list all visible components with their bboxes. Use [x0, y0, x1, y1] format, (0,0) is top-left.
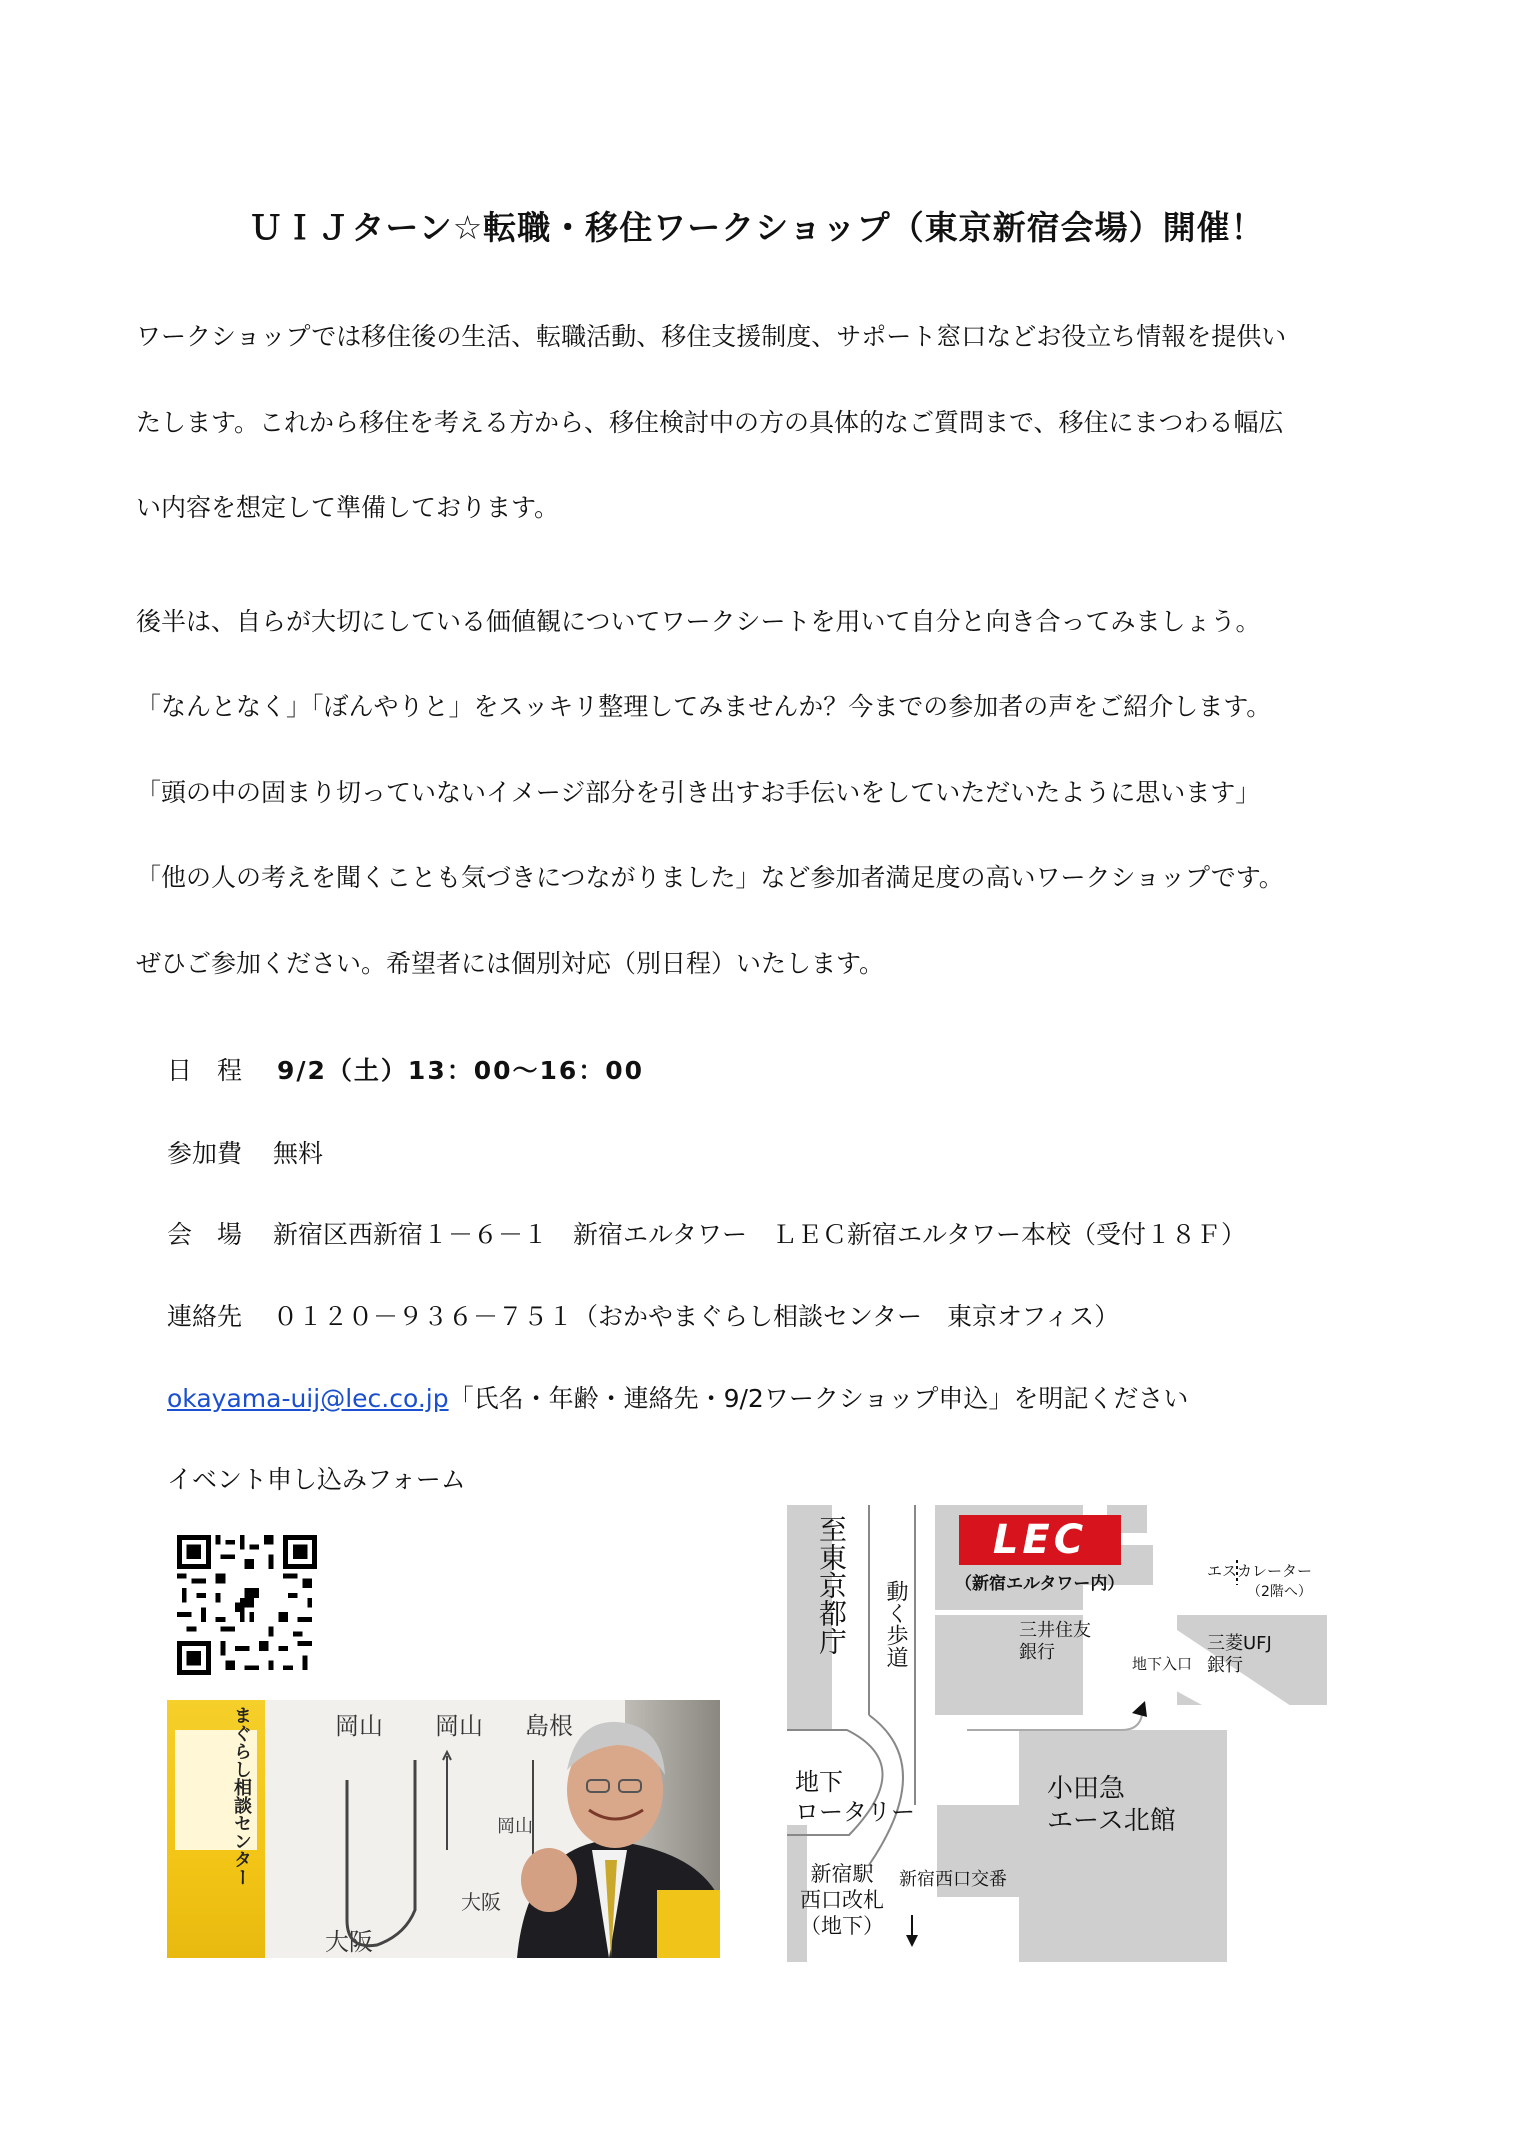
body-line-2: 「なんとなく」「ぼんやりと」をスッキリ整理してみませんか？今までの参加者の声をご紹介します。 [136, 692, 1272, 721]
body-line-1: 後半は、自らが大切にしている価値観についてワークシートを用いて自分と向き合ってみましょう。 [136, 607, 1261, 636]
fee-row [167, 1139, 323, 1169]
odakyu-label: 小田急 エース北館 [1047, 1774, 1176, 1836]
koban-label: 新宿西口交番 [899, 1869, 1007, 1890]
body-line-4: 「他の人の考えを聞くことも気づきにつながりました」など参加者満足度の高いワークショップです。 [136, 863, 1284, 892]
to-tocho-label: 至東京都庁 [815, 1515, 848, 1655]
date-value: 9/2（土）13：00～16：00 [277, 1056, 645, 1085]
venue-value: 新宿区西新宿１－６－１ 新宿エルタワー ＬＥＣ新宿エルタワー本校（受付１８Ｆ） [273, 1220, 1247, 1249]
registration-qr-code[interactable] [177, 1535, 317, 1675]
date-label: 日 程 [167, 1056, 243, 1085]
board-word-1: 岡山 [335, 1712, 383, 1740]
body-line-3: 「頭の中の固まり切っていないイメージ部分を引き出すお手伝いをしていただいたように思います」 [136, 778, 1261, 807]
contact-row [167, 1302, 1119, 1332]
poster [167, 1700, 265, 1958]
escalator-sub-label: （2階へ） [1247, 1584, 1312, 1600]
board-word-5: 大阪 [461, 1890, 501, 1914]
form-label: イベント申し込みフォーム [167, 1465, 466, 1494]
board-word-2: 岡山 [435, 1712, 483, 1740]
intro-line-2: たします。これから移住を考える方から、移住検討中の方の具体的なご質問まで、移住にまつわる幅広 [136, 408, 1284, 437]
fee-label: 参加費 [167, 1139, 243, 1168]
page-title: ＵＩＪターン☆転職・移住ワークショップ（東京新宿会場）開催！ [249, 208, 1265, 247]
station-label: 新宿駅 西口改札 （地下） [800, 1862, 884, 1938]
workshop-photo [167, 1700, 720, 1958]
board-word-6: 大阪 [325, 1928, 373, 1956]
access-map [787, 1505, 1327, 1962]
intro-line-1: ワークショップでは移住後の生活、転職活動、移住支援制度、サポート窓口などお役立ち情報を提供い [136, 322, 1287, 351]
board-word-4: 岡山 [497, 1816, 533, 1837]
fee-value: 無料 [273, 1139, 324, 1168]
venue-row [167, 1220, 1246, 1250]
date-row [167, 1056, 644, 1086]
moving-walkway-label: 動く歩道 [883, 1580, 908, 1668]
presenter [497, 1700, 720, 1958]
mitsui-bank-label: 三井住友 銀行 [1019, 1620, 1091, 1663]
email-note: 「氏名・年齢・連絡先・9/2ワークショップ申込」を明記ください [448, 1384, 1189, 1413]
email-link[interactable]: okayama-uij@lec.co.jp [167, 1384, 449, 1413]
mufg-bank-label: 三菱UFJ 銀行 [1207, 1633, 1272, 1676]
contact-value: ０１２０－９３６－７５１（おかやまぐらし相談センター 東京オフィス） [273, 1302, 1120, 1331]
underground-entrance-label: 地下入口 [1132, 1655, 1193, 1673]
lec-subtitle: （新宿エルタワー内） [955, 1574, 1125, 1594]
rotary-label: 地下 ロータリー [795, 1768, 915, 1826]
escalator-label: エスカレーター [1207, 1562, 1313, 1580]
intro-line-3: い内容を想定して準備しております。 [136, 493, 560, 522]
lec-logo: LEC [992, 1517, 1088, 1563]
poster-text: まぐらし相談センター [231, 1706, 252, 1886]
body-line-5: ぜひご参加ください。希望者には個別対応（別日程）いたします。 [136, 949, 885, 978]
venue-label: 会 場 [167, 1220, 243, 1249]
contact-label: 連絡先 [167, 1302, 243, 1331]
board-word-3: 島根 [525, 1712, 573, 1740]
email-row [167, 1384, 1188, 1414]
